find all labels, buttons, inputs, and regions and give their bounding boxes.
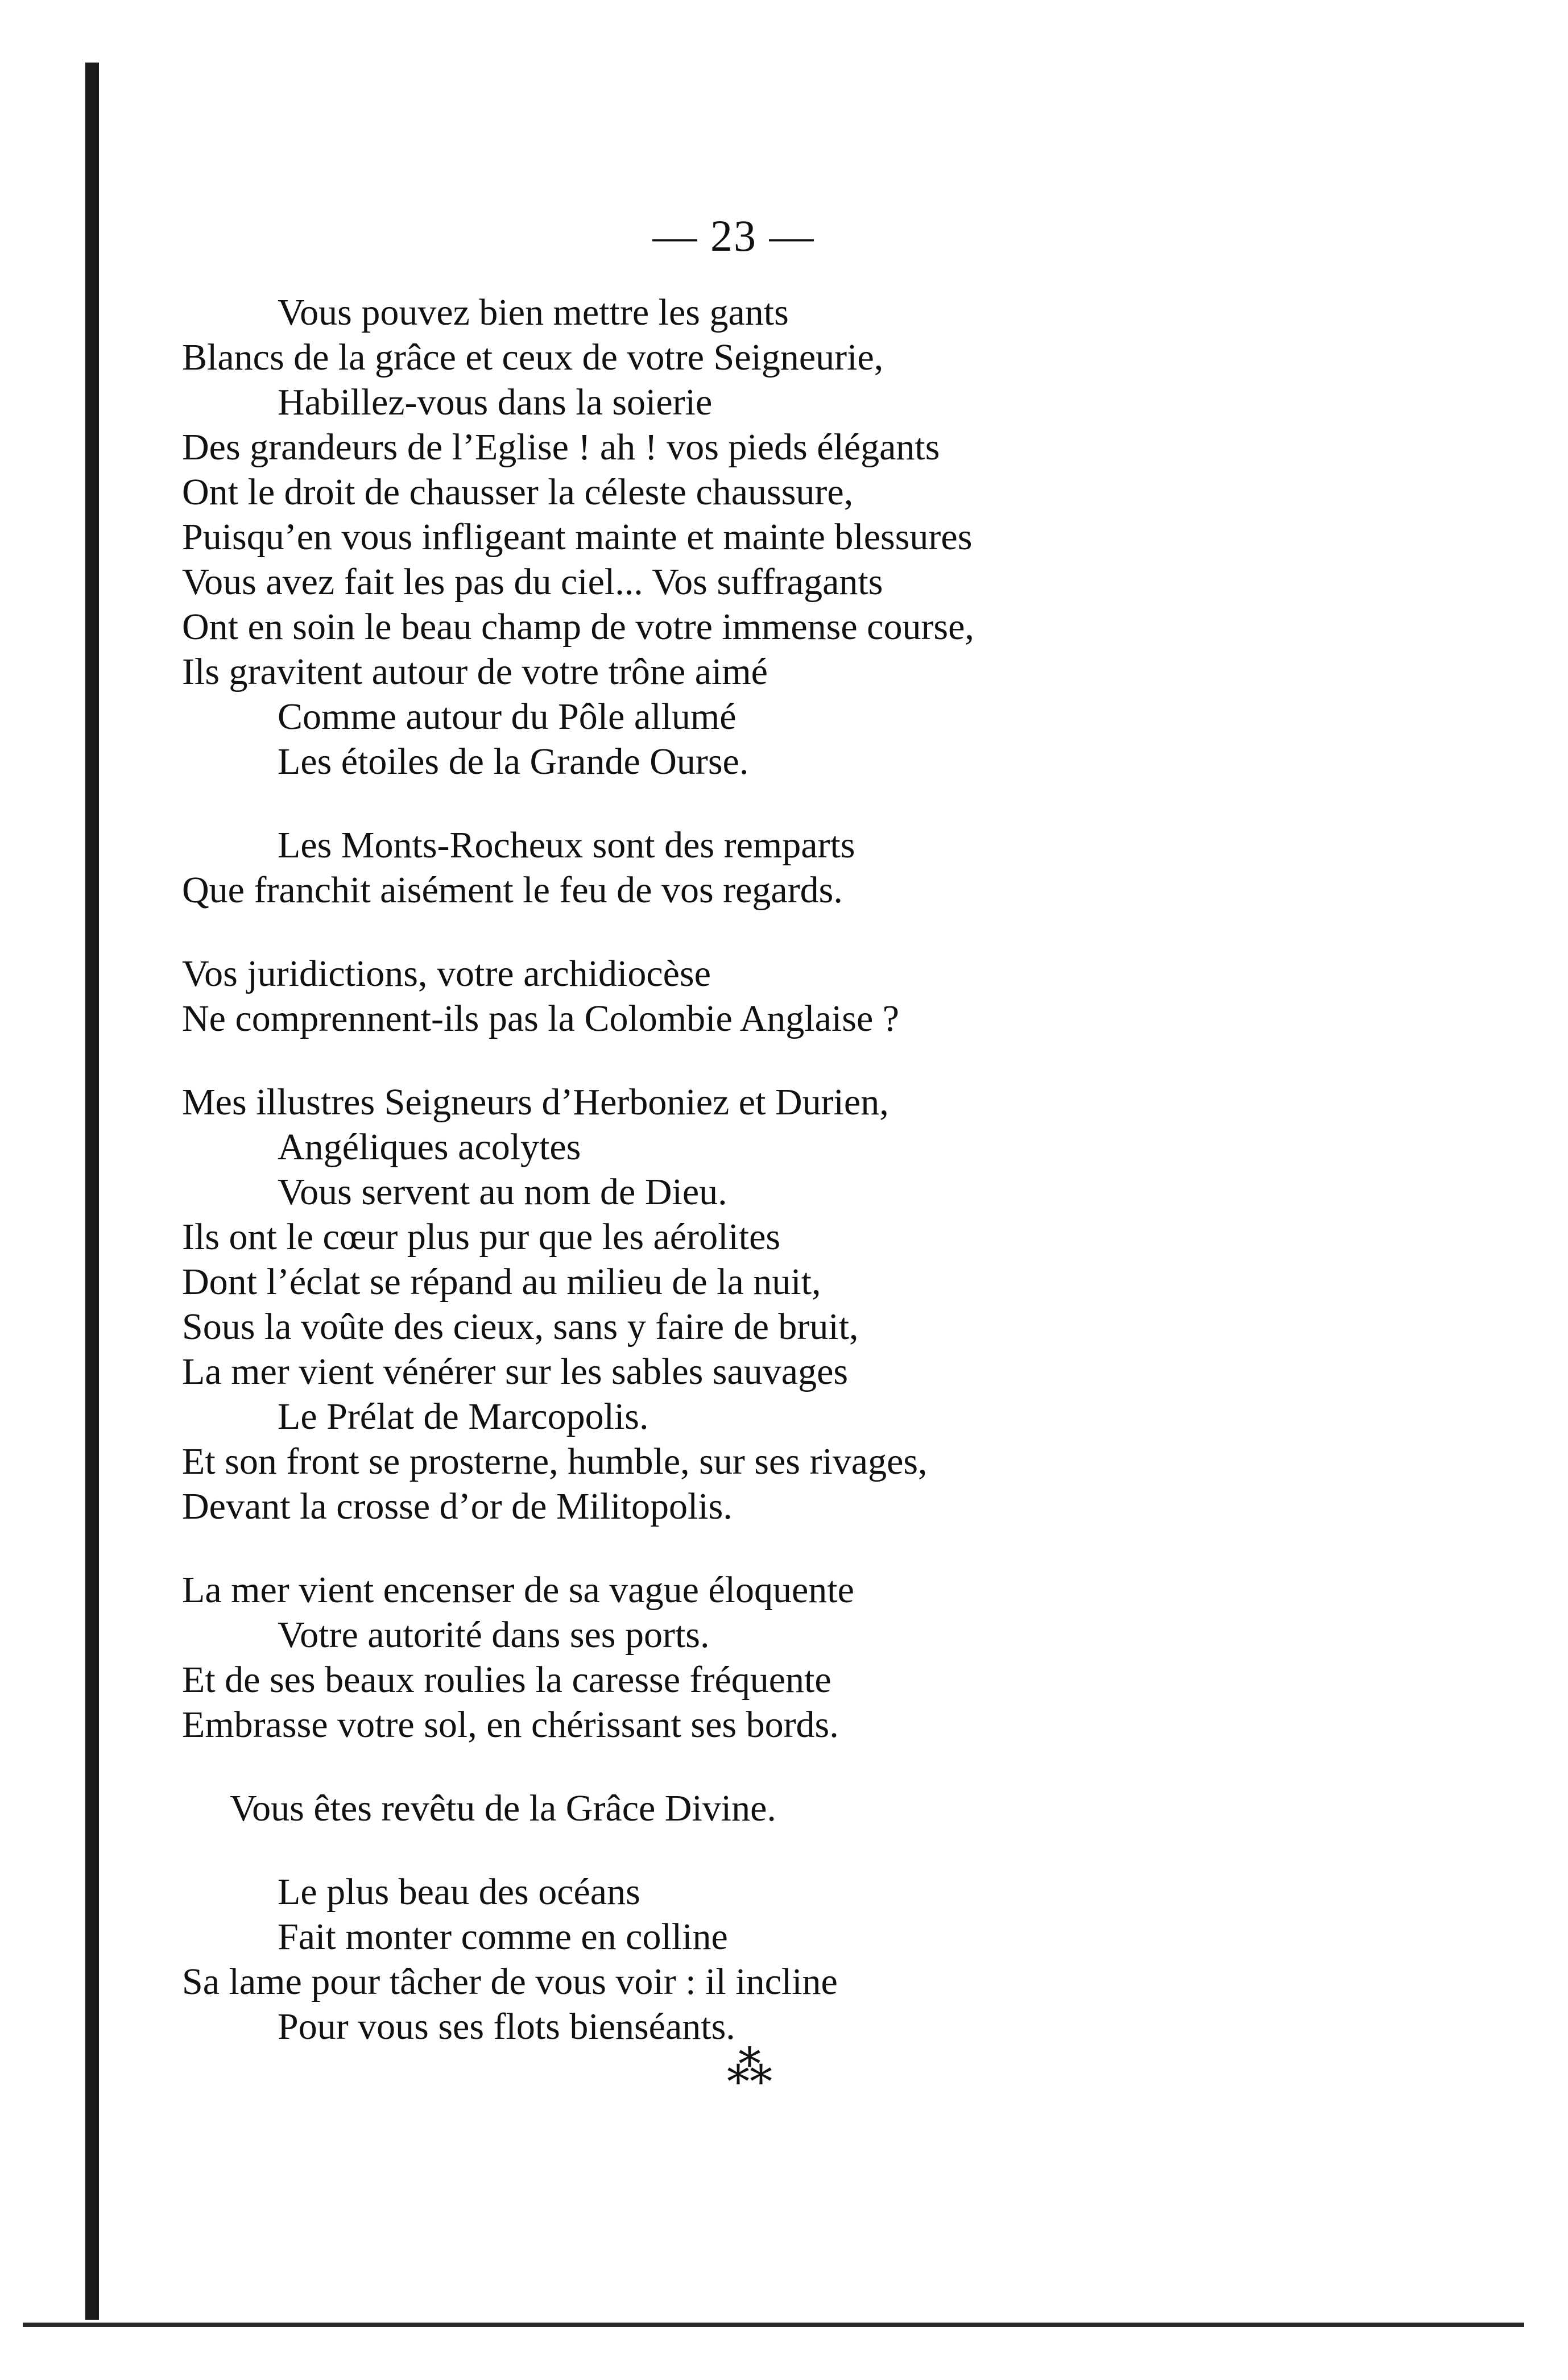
verse-line: Fait monter comme en colline <box>278 1916 728 1958</box>
verse-line: Vous pouvez bien mettre les gants <box>278 292 789 333</box>
verse-line: Ont en soin le beau champ de votre immense course, <box>182 606 974 648</box>
verse-line: Le Prélat de Marcopolis. <box>278 1396 649 1437</box>
verse-line: Devant la crosse d’or de Militopolis. <box>182 1486 733 1527</box>
verse-line: Habillez-vous dans la soierie <box>278 382 713 423</box>
verse-line: Des grandeurs de l’Eglise ! ah ! vos pieds élégants <box>182 426 940 468</box>
verse-line: Sous la voûte des cieux, sans y faire de bruit, <box>182 1306 859 1347</box>
stanza <box>182 1080 1433 1529</box>
stanza <box>182 1869 1433 2049</box>
verse-line: Vous êtes revêtu de la Grâce Divine. <box>230 1788 776 1829</box>
asterism-ornament: ⁂ <box>727 2043 775 2093</box>
verse-line: Sa lame pour tâcher de vous voir : il incline <box>182 1961 838 2002</box>
verse-line: La mer vient vénérer sur les sables sauvages <box>182 1351 849 1392</box>
stanza <box>182 1786 1433 1831</box>
verse-line: Ne comprennent-ils pas la Colombie Anglaise ? <box>182 998 900 1039</box>
verse-line: La mer vient encenser de sa vague éloquente <box>182 1569 854 1611</box>
verse-line: Ont le droit de chausser la céleste chaussure, <box>182 471 854 513</box>
verse-line: Vous servent au nom de Dieu. <box>278 1171 727 1213</box>
verse-line: Blancs de la grâce et ceux de votre Seigneurie, <box>182 337 884 378</box>
stanza <box>182 1568 1433 1747</box>
verse-line: Embrasse votre sol, en chérissant ses bords. <box>182 1704 839 1745</box>
verse-line: Et son front se prosterne, humble, sur ses rivages, <box>182 1441 928 1482</box>
binding-gutter <box>85 63 99 2320</box>
bottom-rule <box>23 2323 1524 2327</box>
verse-line: Comme autour du Pôle allumé <box>278 696 737 737</box>
verse-line: Angéliques acolytes <box>278 1126 581 1168</box>
verse-line: Le plus beau des océans <box>278 1871 640 1913</box>
stanza <box>182 290 1433 784</box>
verse-line: Les Monts-Rocheux sont des remparts <box>278 824 855 866</box>
verse-line: Les étoiles de la Grande Ourse. <box>278 741 749 782</box>
verse-line: Ils gravitent autour de votre trône aimé <box>182 651 768 693</box>
verse-line: Votre autorité dans ses ports. <box>278 1614 710 1656</box>
verse-line: Vous avez fait les pas du ciel... Vos suffragants <box>182 561 883 603</box>
verse-line: Que franchit aisément le feu de vos regards. <box>182 869 843 911</box>
verse-line: Puisqu’en vous infligeant mainte et mainte blessures <box>182 516 973 558</box>
verse-line: Pour vous ses flots bienséants. <box>278 2006 735 2047</box>
verse-line: Mes illustres Seigneurs d’Herboniez et Durien, <box>182 1081 889 1123</box>
stanza <box>182 951 1433 1041</box>
stanza <box>182 823 1433 913</box>
verse-line: Ils ont le cœur plus pur que les aérolites <box>182 1216 781 1258</box>
poem-body <box>182 290 1433 2088</box>
verse-line: Et de ses beaux roulies la caresse fréquente <box>182 1659 831 1701</box>
verse-line: Vos juridictions, votre archidiocèse <box>182 953 711 994</box>
page-number: — 23 — <box>652 211 815 260</box>
verse-line: Dont l’éclat se répand au milieu de la nuit, <box>182 1261 821 1303</box>
